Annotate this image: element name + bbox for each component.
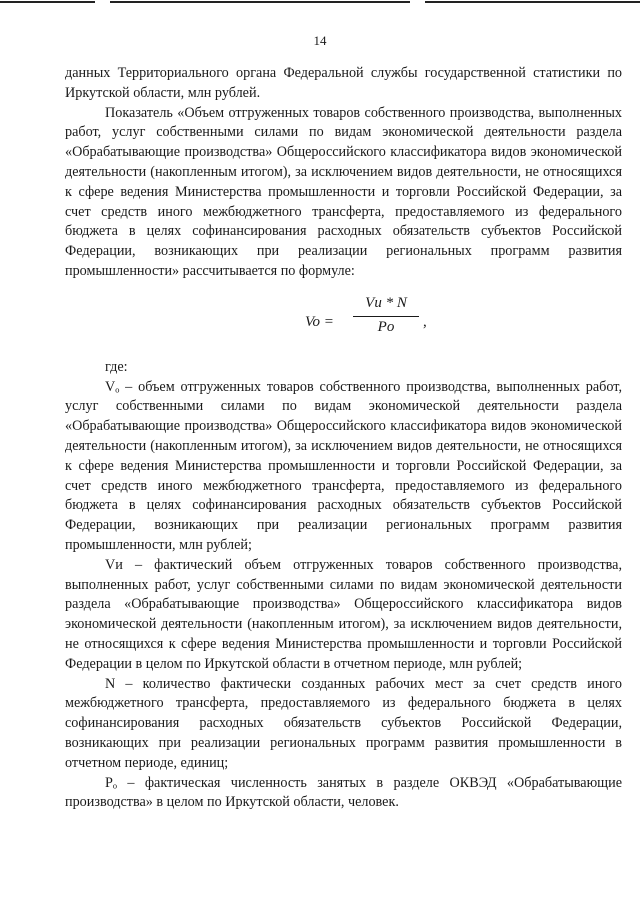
formula-tail: , bbox=[423, 313, 427, 330]
formula bbox=[65, 294, 622, 350]
formula-numerator: Vи * N bbox=[365, 294, 407, 311]
paragraph-vi-definition: Vи – фактический объем отгруженных товаров собственного производства, выполненных работ, услуг собственными силами по видам экономической деятельности раздела «Обрабатывающие производства» Общероссийского классификатора видов экономической деятельности (накопленным итогом), за исключением видов деятельности, не относящихся к сфере ведения Министерства промышленности и торговли Российской Федерации в целом по Иркутской области в отчетном периоде, млн рублей; bbox=[65, 556, 622, 672]
paragraph-vo-definition: Vₒ – объем отгруженных товаров собственного производства, выполненных работ, услуг собственными силами по видам экономической деятельности раздела «Обрабатывающие производства» Общероссийского классификатора видов экономической деятельности (накопленным итогом), за исключением видов деятельности, не относящихся к сфере ведения Министерства промышленности и торговли Российской Федерации, за счет средств иного межбюджетного трансферта, предоставляемого из федерального бюджета в целях софинансирования расходных обязательств субъектов Российской Федерации, возникающих при реализации региональных программ развития промышленности, млн рублей; bbox=[65, 378, 622, 553]
paragraph-po-definition: Pₒ – фактическая численность занятых в разделе ОКВЭД «Обрабатывающие производства» в целом по Иркутской области, человек. bbox=[65, 774, 622, 811]
document-body bbox=[65, 64, 622, 813]
top-border-line bbox=[0, 0, 640, 4]
formula-lhs: Vo = bbox=[305, 313, 334, 330]
paragraph-where: где: bbox=[105, 358, 128, 375]
paragraph-indicator-definition: Показатель «Объем отгруженных товаров собственного производства, выполненных работ, услуг собственными силами по видам экономической деятельности раздела «Обрабатывающие производства» Общероссийского классификатора видов экономической деятельности (накопленным итогом), за исключением видов деятельности, не относящихся к сфере ведения Министерства промышленности и торговли Российской Федерации, за счет средств иного межбюджетного трансферта, предоставляемого из федерального бюджета в целях софинансирования расходных обязательств субъектов Российской Федерации, возникающих при реализации региональных программ развития промышленности» рассчитывается по формуле: bbox=[65, 104, 622, 279]
page-number: 14 bbox=[313, 33, 327, 48]
formula-fraction bbox=[349, 294, 423, 338]
paragraph-continuation: данных Территориального органа Федеральной службы государственной статистики по Иркутской области, млн рублей. bbox=[65, 65, 622, 101]
paragraph-n-definition: N – количество фактически созданных рабочих мест за счет средств иного межбюджетного трансферта, предоставляемого из федерального бюджета в целях софинансирования расходных обязательств субъектов Российской Федерации, возникающих при реализации региональных программ развития промышленности в отчетном периоде, единиц; bbox=[65, 675, 622, 771]
formula-denominator: Po bbox=[377, 318, 395, 335]
